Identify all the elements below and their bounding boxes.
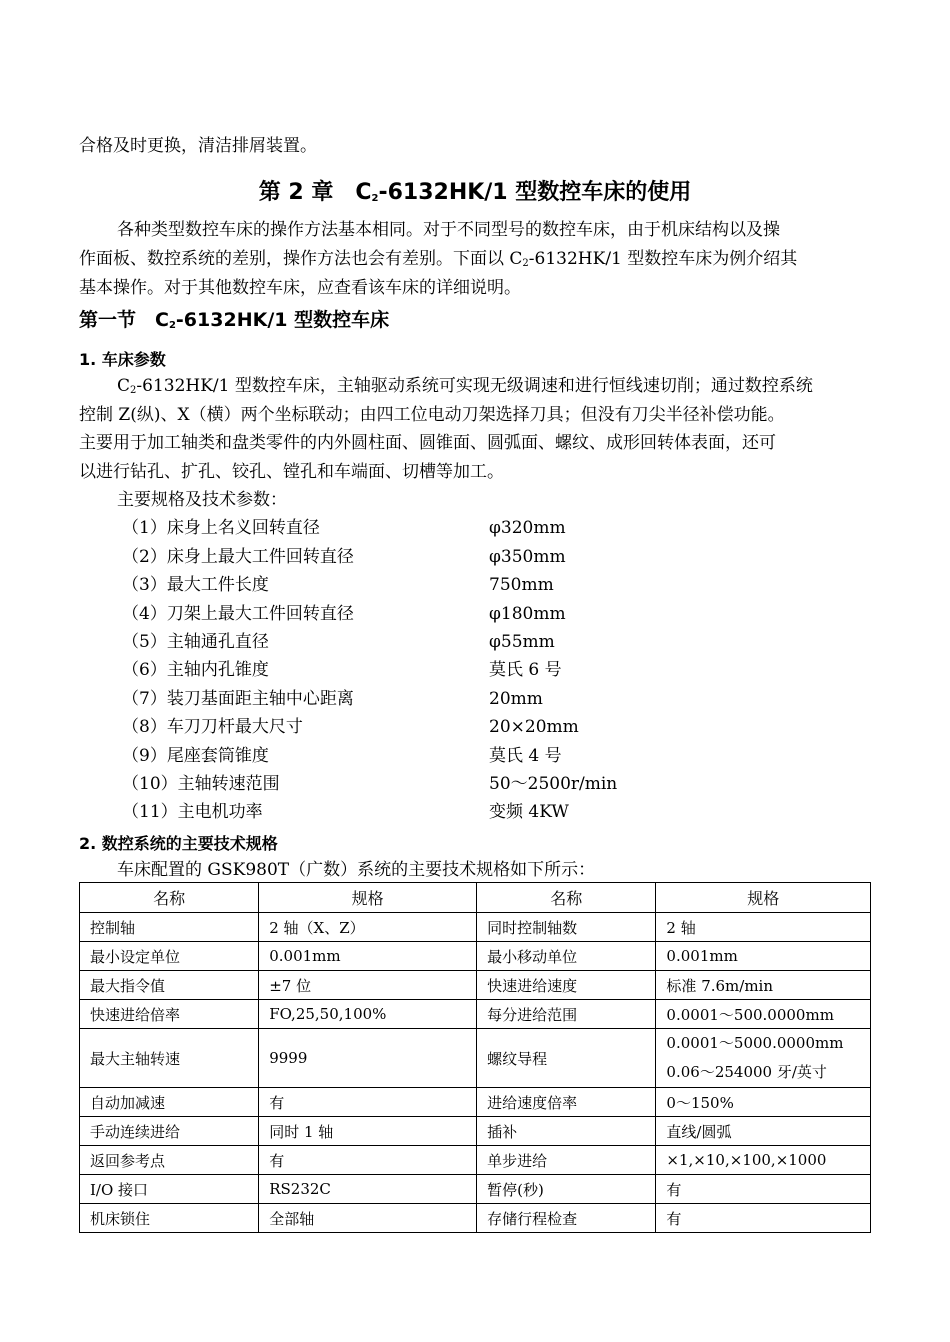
table-cell: 暂停(秒) (477, 1175, 656, 1204)
spec-name: （8）车刀刀杆最大尺寸 (122, 717, 303, 737)
table-cell: 最小设定单位 (80, 942, 259, 971)
para1-line-1-tail: -6132HK/1 型数控车床，主轴驱动系统可实现无级调速和进行恒线速切削；通过数控系统 (136, 376, 813, 396)
table-cell: 0.0001～500.0000mm (656, 1000, 871, 1029)
spec-value: 莫氏 4 号 (489, 746, 562, 766)
table-cell: 快速进给速度 (477, 971, 656, 1000)
spec-value: 变频 4KW (489, 802, 569, 822)
table-cell: 2 轴（X、Z） (259, 913, 477, 942)
table-cell: 每分进给范围 (477, 1000, 656, 1029)
para1-line-1-sub: 2 (130, 385, 137, 396)
table-header: 名称 (80, 883, 259, 913)
table-cell: 最大指令值 (80, 971, 259, 1000)
intro-line-1: 各种类型数控车床的操作方法基本相同。对于不同型号的数控车床，由于机床结构以及操 (117, 220, 780, 240)
table-cell: 同时控制轴数 (477, 913, 656, 942)
table-cell: RS232C (259, 1175, 477, 1204)
spec-name: （6）主轴内孔锥度 (122, 660, 269, 680)
table-row (80, 1029, 871, 1088)
table-row (80, 1000, 871, 1029)
table-cell: 插补 (477, 1117, 656, 1146)
section-title-suffix: -6132HK/1 型数控车床 (175, 309, 390, 331)
intro-line-2-text: 作面板、数控系统的差别，操作方法也会有差别。下面以 C (79, 249, 523, 269)
spec-intro: 主要规格及技术参数： (117, 490, 287, 510)
table-header-row (80, 883, 871, 913)
table-cell: 全部轴 (259, 1204, 477, 1233)
spec-name: （9）尾座套筒锥度 (122, 746, 269, 766)
table-cell: 机床锁住 (80, 1204, 259, 1233)
table-row (80, 1117, 871, 1146)
table-cell: I/O 接口 (80, 1175, 259, 1204)
para1-line-4: 以进行钻孔、扩孔、铰孔、镗孔和车端面、切槽等加工。 (79, 462, 504, 482)
spec-value: φ350mm (489, 547, 566, 567)
spec-table (79, 882, 871, 1233)
table-row (80, 971, 871, 1000)
spec-value: 20mm (489, 689, 543, 709)
para1-line-3: 主要用于加工轴类和盘类零件的内外圆柱面、圆锥面、圆弧面、螺纹、成形回转体表面，还可 (79, 433, 776, 453)
table-cell: 螺纹导程 (477, 1029, 656, 1088)
intro-line-3: 基本操作。对于其他数控车床，应查看该车床的详细说明。 (79, 278, 521, 298)
table-cell: 有 (656, 1204, 871, 1233)
para1-line-1-prefix: C (117, 376, 131, 396)
table-header: 规格 (259, 883, 477, 913)
intro-line-2-sub: 2 (522, 258, 529, 269)
section-title-sub: 2 (168, 320, 176, 331)
table-cell: 自动加减速 (80, 1088, 259, 1117)
chapter-title-prefix: 第 2 章 C (258, 180, 372, 205)
spec-name: （2）床身上最大工件回转直径 (122, 547, 354, 567)
table-cell: 存储行程检查 (477, 1204, 656, 1233)
spec-name: （1）床身上名义回转直径 (122, 518, 320, 538)
table-cell: 同时 1 轴 (259, 1117, 477, 1146)
table-cell: ±7 位 (259, 971, 477, 1000)
table-cell-line: 0.0001～5000.0000mm (666, 1034, 844, 1052)
chapter-title-suffix: -6132HK/1 型数控车床的使用 (378, 180, 692, 205)
para1-line-2: 控制 Z(纵)、X（横）两个坐标联动；由四工位电动刀架选择刀具；但没有刀尖半径补偿功能。 (79, 405, 785, 425)
spec-name: （5）主轴通孔直径 (122, 632, 269, 652)
table-cell: 0.001mm (656, 942, 871, 971)
spec-value: φ320mm (489, 518, 566, 538)
table-cell: 直线/圆弧 (656, 1117, 871, 1146)
table-row (80, 1204, 871, 1233)
table-cell: 控制轴 (80, 913, 259, 942)
table-row (80, 942, 871, 971)
table-cell: 9999 (259, 1029, 477, 1088)
table-cell: 进给速度倍率 (477, 1088, 656, 1117)
chapter-title (0, 175, 950, 206)
section-title (79, 305, 389, 332)
intro-line-2 (79, 248, 797, 275)
table-cell-line: 0.06～254000 牙/英寸 (666, 1063, 827, 1081)
table-cell: 手动连续进给 (80, 1117, 259, 1146)
table-cell: 标准 7.6m/min (656, 971, 871, 1000)
heading-lathe-params: 1. 车床参数 (79, 350, 166, 369)
table-cell: 快速进给倍率 (80, 1000, 259, 1029)
table-cell: ×1,×10,×100,×1000 (656, 1146, 871, 1175)
table-row (80, 1175, 871, 1204)
spec-name: （3）最大工件长度 (122, 575, 269, 595)
table-cell: 有 (259, 1088, 477, 1117)
table-cell: 最小移动单位 (477, 942, 656, 971)
table-cell: 2 轴 (656, 913, 871, 942)
table-intro: 车床配置的 GSK980T（广数）系统的主要技术规格如下所示： (117, 860, 596, 880)
table-cell: FO,25,50,100% (259, 1000, 477, 1029)
heading-cnc-specs: 2. 数控系统的主要技术规格 (79, 834, 278, 853)
table-header: 规格 (656, 883, 871, 913)
table-cell: 单步进给 (477, 1146, 656, 1175)
chapter-title-sub: 2 (371, 193, 379, 204)
table-cell: 返回参考点 (80, 1146, 259, 1175)
lead-line: 合格及时更换，清洁排屑装置。 (79, 136, 317, 156)
para1-line-1 (117, 375, 813, 402)
section-title-prefix: 第一节 C (79, 309, 169, 331)
spec-value: 莫氏 6 号 (489, 660, 562, 680)
spec-name: （4）刀架上最大工件回转直径 (122, 604, 354, 624)
table-header: 名称 (477, 883, 656, 913)
table-cell: 0.001mm (259, 942, 477, 971)
table-row (80, 1146, 871, 1175)
table-cell: 0～150% (656, 1088, 871, 1117)
spec-value: 20×20mm (489, 717, 579, 737)
spec-name: （11）主电机功率 (122, 802, 263, 822)
intro-line-2-tail: -6132HK/1 型数控车床为例介绍其 (528, 249, 798, 269)
table-cell: 有 (656, 1175, 871, 1204)
table-row (80, 913, 871, 942)
spec-value: 50～2500r/min (489, 774, 618, 794)
spec-name: （7）装刀基面距主轴中心距离 (122, 689, 354, 709)
spec-name: （10）主轴转速范围 (122, 774, 280, 794)
spec-value: φ55mm (489, 632, 555, 652)
table-row (80, 1088, 871, 1117)
table-cell: 最大主轴转速 (80, 1029, 259, 1088)
table-cell: 有 (259, 1146, 477, 1175)
spec-value: φ180mm (489, 604, 566, 624)
table-cell (656, 1029, 871, 1088)
spec-value: 750mm (489, 575, 554, 595)
